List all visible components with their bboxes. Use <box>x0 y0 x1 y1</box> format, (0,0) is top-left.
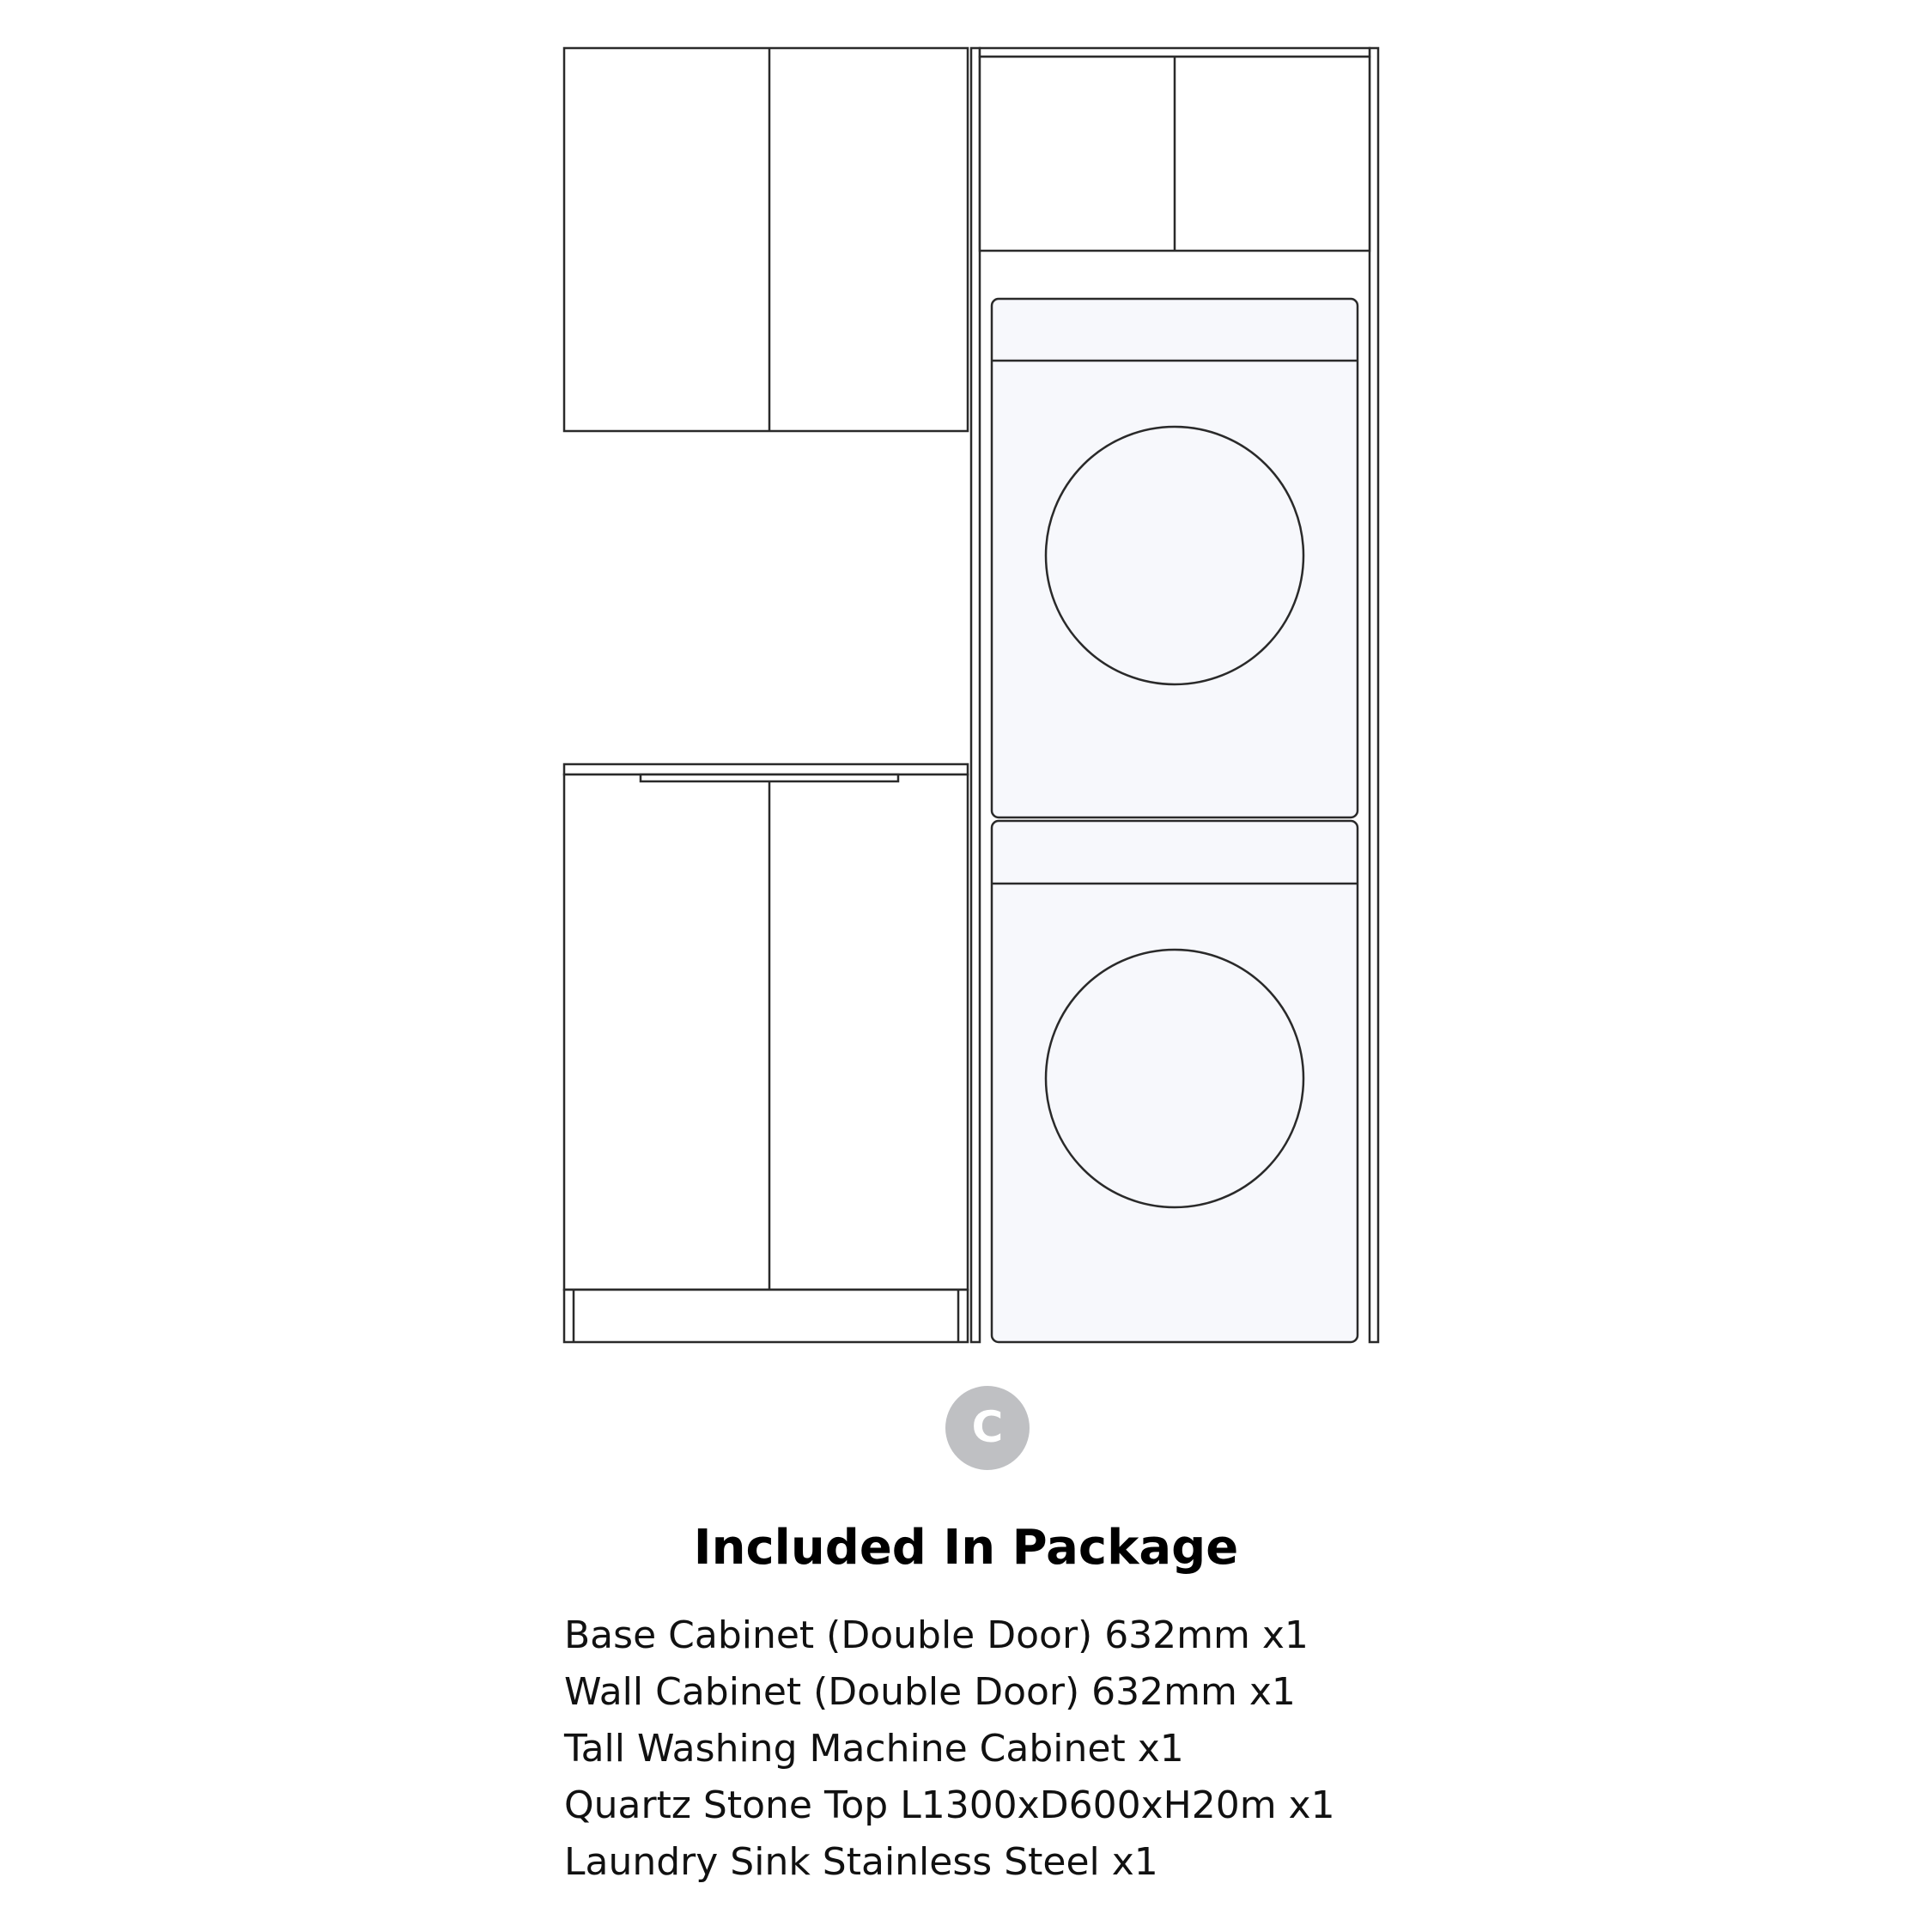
washer-door-icon <box>1046 950 1303 1207</box>
variant-badge-letter: C <box>971 1402 1004 1452</box>
right-side-panel <box>1370 48 1378 1342</box>
package-item: Quartz Stone Top L1300xD600xH20m x1 <box>564 1783 1335 1827</box>
washing-machine-appliance <box>992 821 1358 1342</box>
package-item: Wall Cabinet (Double Door) 632mm x1 <box>564 1670 1296 1714</box>
dryer-door-icon <box>1046 427 1303 684</box>
package-item: Laundry Sink Stainless Steel x1 <box>564 1840 1158 1884</box>
left-side-panel <box>971 48 980 1342</box>
package-item: Base Cabinet (Double Door) 632mm x1 <box>564 1613 1309 1657</box>
variant-badge <box>945 1386 1030 1470</box>
package-item: Tall Washing Machine Cabinet x1 <box>564 1727 1184 1771</box>
sink-rim <box>641 775 898 781</box>
dryer-appliance <box>992 299 1358 817</box>
kickboard <box>564 1290 968 1342</box>
wall-cabinet <box>564 48 968 431</box>
package-items-list <box>564 1607 1335 1891</box>
package-heading: Included In Package <box>693 1520 1239 1576</box>
base-cabinet <box>564 764 968 1342</box>
top-panel <box>980 48 1370 57</box>
stone-top <box>564 764 968 775</box>
